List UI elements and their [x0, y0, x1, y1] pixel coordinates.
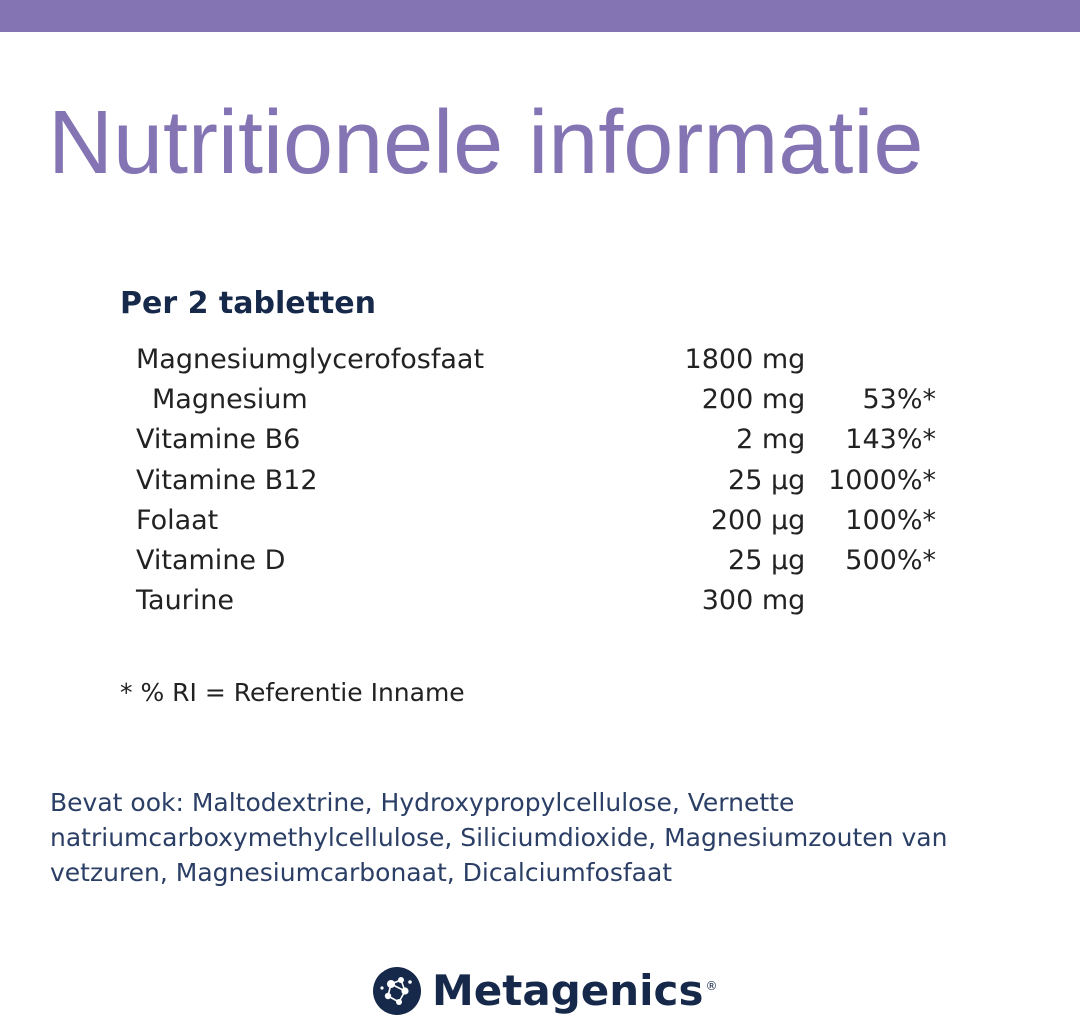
nutrient-row	[136, 420, 936, 460]
nutrient-row	[136, 581, 936, 621]
nutrient-name: Magnesiumglycerofosfaat	[136, 344, 485, 376]
nutrient-amount: 25 µg	[728, 464, 806, 496]
nutrient-ri: 143%*	[845, 424, 936, 456]
molecule-logo-icon	[372, 966, 422, 1016]
nutrient-ri: 100%*	[845, 504, 936, 536]
nutrient-amount: 200 µg	[710, 504, 806, 536]
nutrient-name: Folaat	[136, 504, 219, 536]
nutrient-amount: 200 mg	[701, 384, 806, 416]
nutrient-name: Vitamine B12	[136, 464, 318, 496]
nutrient-table	[136, 340, 936, 621]
ri-footnote: * % RI = Referentie Inname	[120, 678, 465, 707]
nutrient-ri	[805, 581, 936, 621]
nutrient-amount: 1800 mg	[684, 344, 806, 376]
top-accent-bar	[0, 0, 1080, 32]
nutrient-amount: 25 µg	[728, 545, 806, 577]
nutrient-ri: 1000%*	[828, 464, 936, 496]
brand-lockup	[372, 963, 717, 1019]
nutrient-name: Vitamine D	[136, 545, 286, 577]
brand-name: Metagenics	[432, 966, 704, 1015]
nutrient-ri: 500%*	[845, 545, 936, 577]
nutrient-row	[136, 340, 936, 380]
nutrient-amount: 2 mg	[736, 424, 806, 456]
nutrient-ri: 53%*	[862, 384, 936, 416]
nutrient-row	[136, 541, 936, 581]
nutrient-name: Vitamine B6	[136, 424, 301, 456]
nutrient-row	[136, 461, 936, 501]
registered-mark: ®	[705, 979, 718, 993]
nutrient-row	[136, 380, 936, 420]
nutrient-amount: 300 mg	[701, 585, 806, 617]
nutrient-name: Taurine	[136, 585, 235, 617]
nutrient-ri	[805, 340, 936, 380]
other-ingredients: Bevat ook: Maltodextrine, Hydroxypropylcellulose, Vernette natriumcarboxymethylcellulose, Siliciumdioxide, Magnesiumzouten van vetzuren, Magnesiumcarbonaat, Dicalciumfosfaat	[50, 788, 948, 887]
nutrient-name: Magnesium	[152, 384, 308, 416]
nutrient-row	[136, 501, 936, 541]
serving-heading: Per 2 tabletten	[120, 286, 376, 321]
page-title: Nutritionele informatie	[48, 93, 924, 193]
